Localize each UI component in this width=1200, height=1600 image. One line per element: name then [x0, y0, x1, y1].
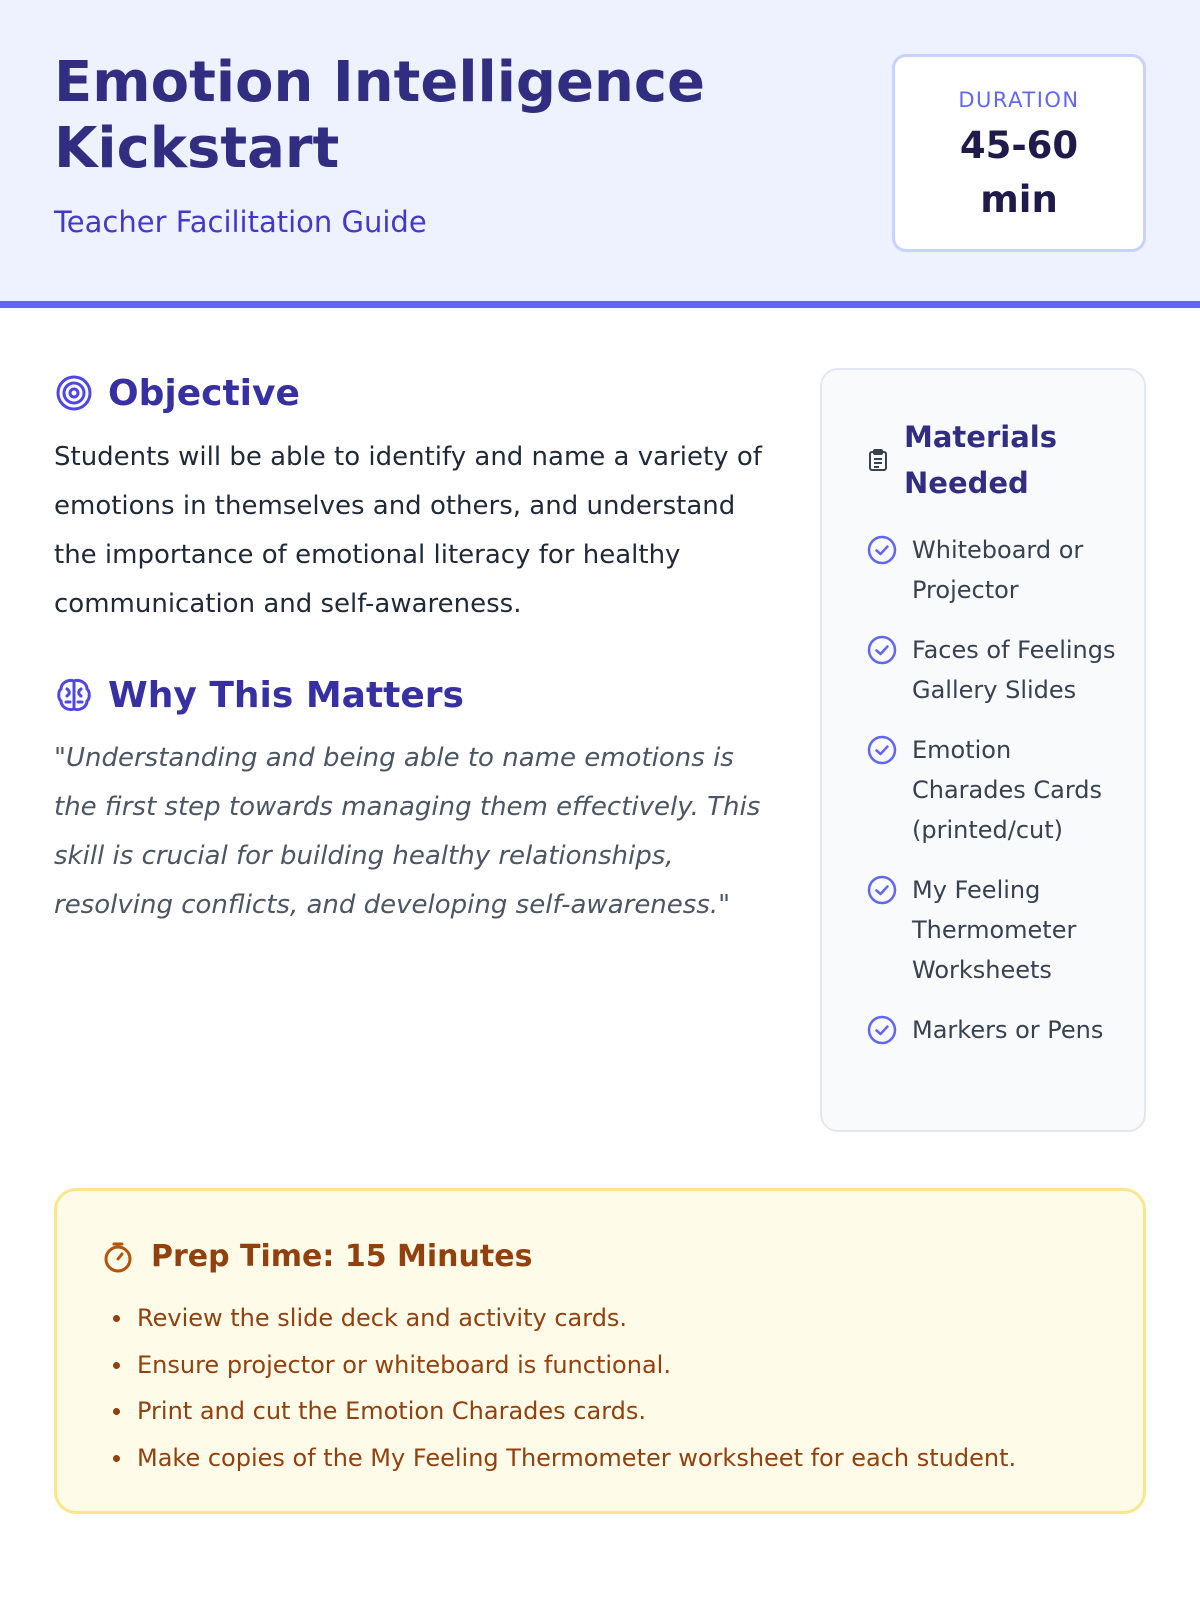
materials-item-label: Markers or Pens: [912, 1016, 1104, 1044]
materials-list: [866, 530, 1126, 1070]
materials-panel: [820, 368, 1146, 1132]
prep-heading-label: Prep Time: 15 Minutes: [151, 1239, 533, 1274]
check-circle-icon: [866, 874, 898, 906]
materials-item-label: My Feeling Thermometer Worksheets: [912, 876, 1077, 984]
why-heading: [54, 672, 464, 718]
target-icon: [54, 373, 94, 413]
prep-item: Review the slide deck and activity cards.: [107, 1295, 1107, 1342]
duration-label: DURATION: [958, 88, 1080, 112]
stopwatch-icon: [101, 1240, 135, 1274]
objective-heading-label: Objective: [108, 372, 300, 414]
header-banner: [0, 0, 1200, 308]
prep-panel: [54, 1188, 1146, 1514]
prep-item: Ensure projector or whiteboard is functional.: [107, 1342, 1107, 1389]
materials-item: [866, 1010, 1126, 1050]
prep-item: Print and cut the Emotion Charades cards.: [107, 1388, 1107, 1435]
check-circle-icon: [866, 1014, 898, 1046]
materials-title: Materials Needed: [904, 420, 1057, 500]
prep-item: Make copies of the My Feeling Thermometer worksheet for each student.: [107, 1435, 1107, 1482]
clipboard-icon: [866, 448, 890, 472]
prep-list: [107, 1295, 1107, 1481]
materials-item-label: Faces of Feelings Gallery Slides: [912, 636, 1116, 704]
materials-item-label: Emotion Charades Cards (printed/cut): [912, 736, 1103, 844]
materials-item: [866, 630, 1126, 710]
page-subtitle: Teacher Facilitation Guide: [54, 205, 427, 239]
duration-card: [892, 54, 1146, 252]
check-circle-icon: [866, 534, 898, 566]
brain-icon: [54, 675, 94, 715]
objective-heading: [54, 370, 300, 416]
page-title: Emotion Intelligence Kickstart: [54, 50, 706, 181]
materials-item: [866, 730, 1126, 850]
materials-item-label: Whiteboard or Projector: [912, 536, 1084, 604]
materials-item: [866, 870, 1126, 990]
materials-item: [866, 530, 1126, 610]
materials-header: [866, 414, 1074, 506]
duration-value: 45-60 min: [959, 124, 1079, 221]
check-circle-icon: [866, 734, 898, 766]
check-circle-icon: [866, 634, 898, 666]
prep-heading: [101, 1239, 532, 1274]
why-heading-label: Why This Matters: [108, 674, 464, 716]
objective-text: Students will be able to identify and name a variety of emotions in themselves and others, and understand the importance of emotional literacy for healthy communication and self-awareness.: [54, 442, 762, 619]
why-quote: "Understanding and being able to name emotions is the first step towards managing them effectively. This skill is crucial for building healthy relationships, resolving conflicts, and developing self-awareness.": [54, 743, 761, 920]
